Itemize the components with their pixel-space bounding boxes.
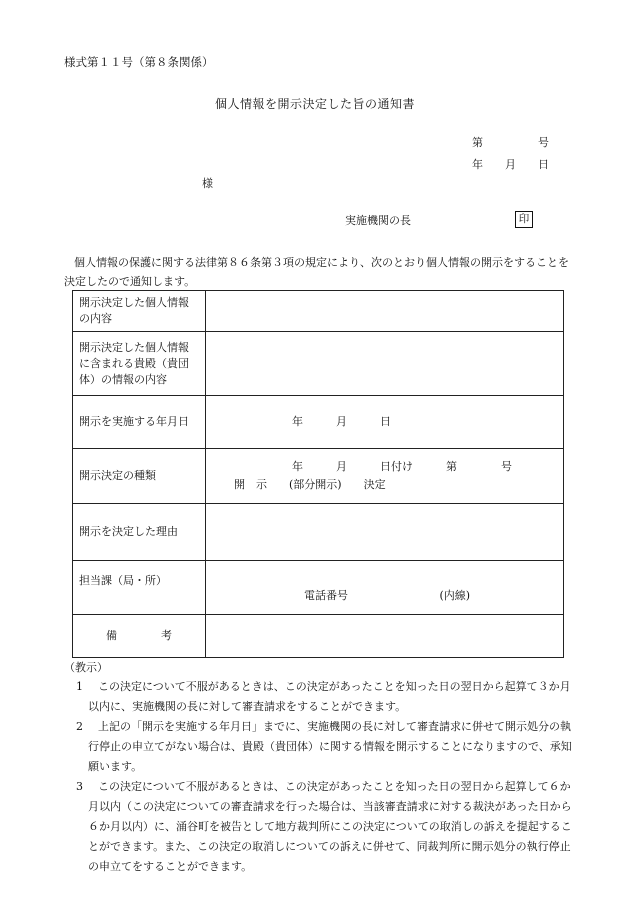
document-date-line: 年 月 日 — [472, 158, 549, 171]
issuer-title: 実施機関の長 — [345, 214, 411, 227]
disclosure-date-value: 年 月 日 — [292, 415, 391, 428]
disclosure-decision-table — [72, 290, 564, 658]
document-number-line: 第 号 — [472, 136, 549, 149]
table-row — [73, 291, 564, 332]
note-number: 3 — [76, 780, 83, 793]
row-value-decision-type — [206, 449, 564, 504]
list-item — [64, 777, 579, 877]
form-number: 様式第１１号（第８条関係） — [64, 55, 214, 69]
row-label-info-content: 開示決定した個人情報の内容 — [73, 291, 206, 332]
decision-kind: 開 示 (部分開示) 決定 — [234, 478, 386, 491]
addressee-honorific: 様 — [202, 177, 213, 190]
row-value-info-content — [206, 291, 564, 332]
row-label-disclosure-date: 開示を実施する年月日 — [73, 396, 206, 449]
table-row — [73, 504, 564, 561]
intro-paragraph: 個人情報の保護に関する法律第８６条第３項の規定により、次のとおり個人情報の開示をすることを決定したので通知します。 — [64, 256, 569, 288]
note-text: 上記の「開示を実施する年月日」までに、実施機関の長に対して審査請求に併せて開示処分の執行停止の申立てがない場合は、貴殿（貴団体）に関する情報を開示することになりますので、承知願います。 — [88, 720, 572, 773]
notes-list — [64, 677, 579, 877]
note-text: この決定について不服があるときは、この決定があったことを知った日の翌日から起算て３か月以内に、実施機関の長に対して審査請求をすることができます。 — [88, 680, 571, 713]
row-label-decision-reason: 開示を決定した理由 — [73, 504, 206, 561]
row-value-personal-info — [206, 332, 564, 396]
phone-number-label: 電話番号 — [304, 589, 348, 602]
table-row — [73, 449, 564, 504]
seal-mark: 印 — [515, 211, 533, 228]
list-item — [64, 717, 579, 777]
table-row — [73, 561, 564, 615]
decision-date-number: 年 月 日付け 第 号 — [292, 460, 512, 473]
row-label-remarks: 備 考 — [73, 615, 206, 658]
notes-heading: （教示） — [64, 661, 108, 674]
row-value-disclosure-date — [206, 396, 564, 449]
row-label-decision-type: 開示決定の種類 — [73, 449, 206, 504]
note-number: 1 — [76, 680, 83, 693]
row-value-decision-reason — [206, 504, 564, 561]
table-row — [73, 332, 564, 396]
row-value-remarks — [206, 615, 564, 658]
document-title: 個人情報を開示決定した旨の通知書 — [214, 97, 415, 111]
row-value-department — [206, 561, 564, 615]
extension-label: (内線) — [439, 589, 471, 602]
list-item — [64, 677, 579, 717]
row-label-department: 担当課（局・所） — [73, 561, 206, 615]
table-row — [73, 615, 564, 658]
row-label-personal-info: 開示決定した個人情報に含まれる貴殿（貴団体）の情報の内容 — [73, 332, 206, 396]
note-text: この決定について不服があるときは、この決定があったことを知った日の翌日から起算して６か月以内（この決定についての審査請求を行った場合は、当該審査請求に対する裁決があった日から６か月以内）に、涌谷町を被告として地方裁判所にこの決定についての取消しの訴えを提起することができます。また、この決定の取消しについての訴えに併せて、同裁判所に開示処分の執行停止の申立てをすることができます。 — [88, 780, 572, 873]
table-row — [73, 396, 564, 449]
note-number: 2 — [76, 720, 83, 733]
